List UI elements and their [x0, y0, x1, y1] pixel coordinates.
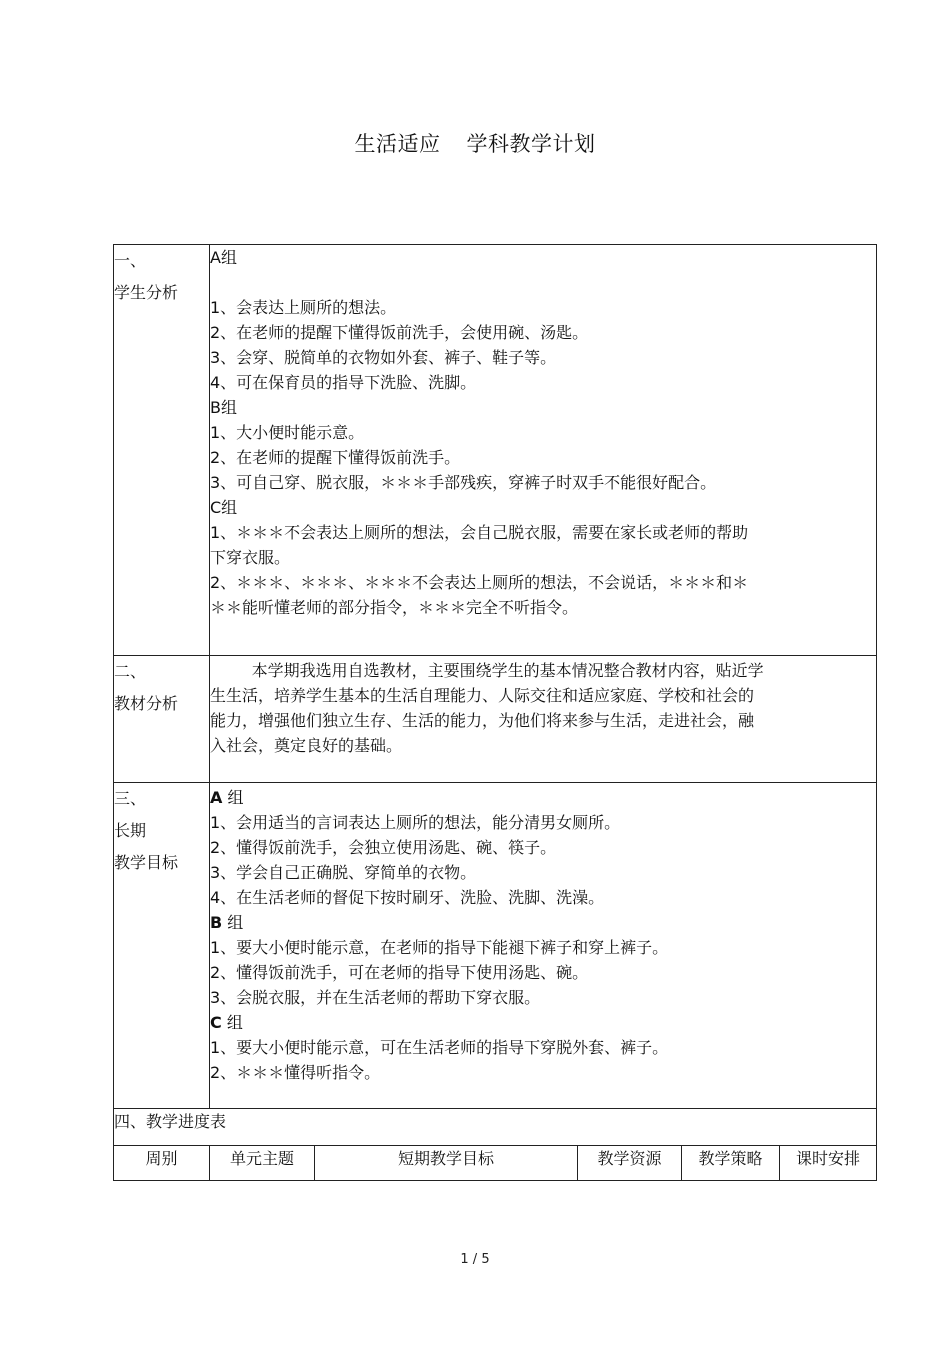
section3-groupA-title: A 组 — [210, 788, 244, 807]
section1-content — [210, 245, 877, 656]
paragraph-line: 能力，增强他们独立生存、生活的能力，为他们将来参与生活，走进社会，融 — [210, 711, 755, 730]
section3-label — [114, 783, 210, 1109]
list-item: 1、要大小便时能示意，可在生活老师的指导下穿脱外套、裤子。 — [210, 1038, 669, 1057]
section1-groupC-title: C组 — [210, 498, 238, 517]
section3-title-1: 长期 — [114, 821, 147, 840]
section-student-analysis — [114, 245, 877, 656]
list-item: 2、＊＊＊、＊＊＊、＊＊＊不会表达上厕所的想法，不会说话，＊＊＊和＊ — [210, 573, 749, 592]
section1-label — [114, 245, 210, 656]
list-item: 2、懂得饭前洗手，可在老师的指导下使用汤匙、碗。 — [210, 963, 589, 982]
page-number: 1 / 5 — [460, 1252, 490, 1267]
section2-title: 教材分析 — [114, 694, 179, 713]
section2-number: 二、 — [114, 662, 147, 681]
list-item: 3、会脱衣服，并在生活老师的帮助下穿衣服。 — [210, 988, 541, 1007]
section3-title-2: 教学目标 — [114, 853, 179, 872]
column-header-hours: 课时安排 — [780, 1146, 877, 1181]
list-item: 1、会表达上厕所的想法。 — [210, 298, 397, 317]
list-item: 3、学会自己正确脱、穿简单的衣物。 — [210, 863, 477, 882]
section2-content — [210, 656, 877, 783]
list-item: 3、可自己穿、脱衣服，＊＊＊手部残疾，穿裤子时双手不能很好配合。 — [210, 473, 717, 492]
section1-title: 学生分析 — [114, 283, 179, 302]
section3-groupB-title: B 组 — [210, 913, 244, 932]
list-item: 2、在老师的提醒下懂得饭前洗手。 — [210, 448, 461, 467]
list-item: 4、在生活老师的督促下按时刷牙、洗脸、洗脚、洗澡。 — [210, 888, 605, 907]
list-item: 1、要大小便时能示意，在老师的指导下能褪下裤子和穿上裤子。 — [210, 938, 669, 957]
list-item: 4、可在保育员的指导下洗脸、洗脚。 — [210, 373, 477, 392]
list-item: ＊＊能听懂老师的部分指令，＊＊＊完全不听指令。 — [210, 598, 579, 617]
list-item: 下穿衣服。 — [210, 548, 291, 567]
schedule-header-row — [114, 1146, 877, 1181]
list-item: 2、在老师的提醒下懂得饭前洗手，会使用碗、汤匙。 — [210, 323, 589, 342]
section1-groupB-title: B组 — [210, 398, 237, 417]
list-item: 2、＊＊＊懂得听指令。 — [210, 1063, 381, 1082]
section2-label — [114, 656, 210, 783]
section1-number: 一、 — [114, 251, 147, 270]
section1-groupA-title: A组 — [210, 248, 237, 267]
paragraph-line: 入社会，奠定良好的基础。 — [210, 736, 403, 755]
paragraph-line: 本学期我选用自选教材，主要围绕学生的基本情况整合教材内容，贴近学 — [251, 661, 764, 680]
column-header-week: 周别 — [114, 1146, 210, 1181]
column-header-short-goals: 短期教学目标 — [315, 1146, 578, 1181]
section-schedule — [114, 1109, 877, 1146]
list-item: 3、会穿、脱简单的衣物如外套、裤子、鞋子等。 — [210, 348, 557, 367]
page-title — [0, 128, 950, 158]
list-item: 1、大小便时能示意。 — [210, 423, 365, 442]
section4-title: 四、教学进度表 — [114, 1109, 877, 1146]
column-header-resources: 教学资源 — [578, 1146, 682, 1181]
title-plan: 学科教学计划 — [466, 132, 596, 156]
title-subject: 生活适应 — [354, 132, 441, 156]
section3-number: 三、 — [114, 789, 147, 808]
list-item: 1、＊＊＊不会表达上厕所的想法，会自己脱衣服，需要在家长或老师的帮助 — [210, 523, 749, 542]
section3-groupC-title: C 组 — [210, 1013, 243, 1032]
column-header-unit: 单元主题 — [210, 1146, 315, 1181]
paragraph-line: 生生活，培养学生基本的生活自理能力、人际交往和适应家庭、学校和社会的 — [210, 686, 755, 705]
section3-content — [210, 783, 877, 1109]
column-header-strategy: 教学策略 — [682, 1146, 780, 1181]
section-long-term-goals — [114, 783, 877, 1109]
plan-table — [113, 244, 877, 1181]
list-item: 2、懂得饭前洗手，会独立使用汤匙、碗、筷子。 — [210, 838, 557, 857]
section-material-analysis — [114, 656, 877, 783]
list-item: 1、会用适当的言词表达上厕所的想法，能分清男女厕所。 — [210, 813, 621, 832]
